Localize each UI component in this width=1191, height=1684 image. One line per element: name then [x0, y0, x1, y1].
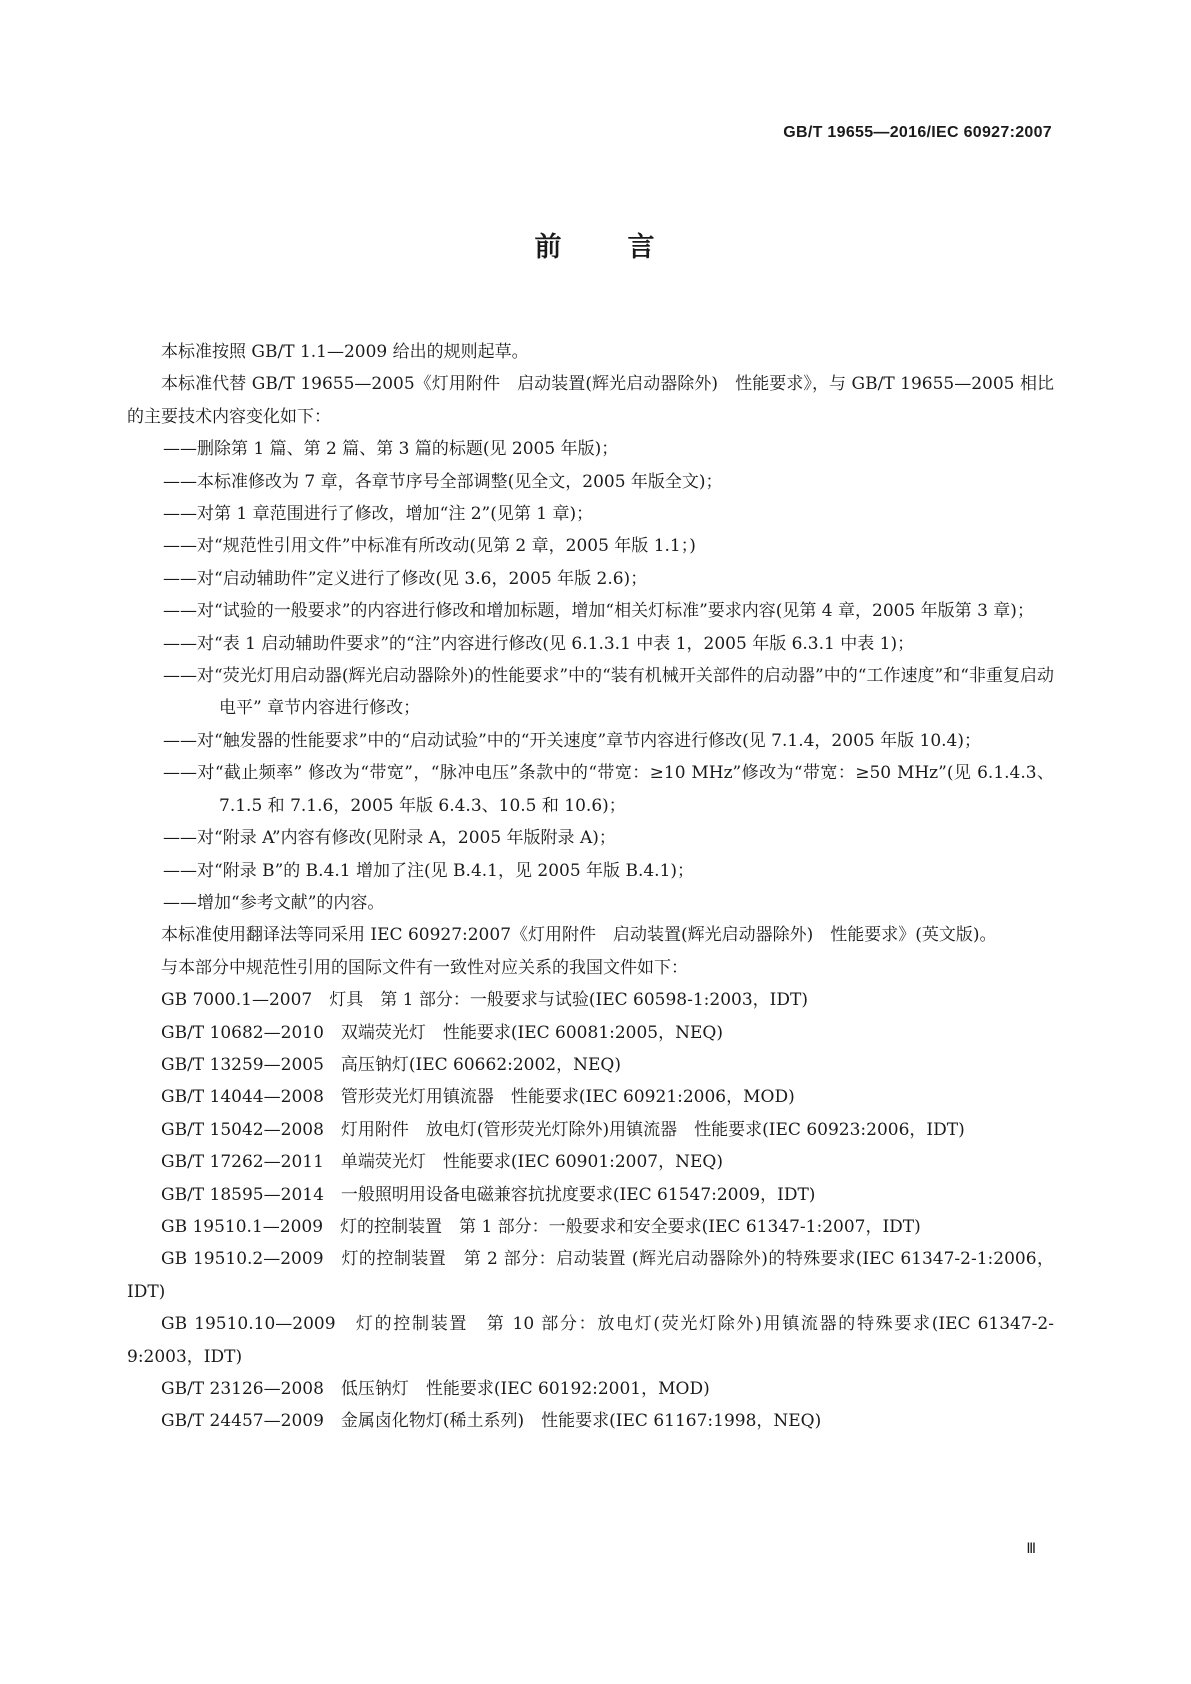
change-item: ——对“规范性引用文件”中标准有所改动(见第 2 章，2005 年版 1.1；): [163, 536, 696, 557]
change-item: ——增加“参考文献”的内容。: [163, 892, 385, 913]
refs-intro: 与本部分中规范性引用的国际文件有一致性对应关系的我国文件如下：: [161, 957, 688, 978]
reference-item: GB 7000.1—2007 灯具 第 1 部分：一般要求与试验(IEC 60598-1:2003，IDT): [161, 990, 808, 1011]
change-item: ——删除第 1 篇、第 2 篇、第 3 篇的标题(见 2005 年版)；: [163, 439, 619, 460]
change-item: ——对“附录 A”内容有修改(见附录 A，2005 年版附录 A)；: [163, 828, 616, 849]
page-number: Ⅲ: [1026, 1541, 1036, 1557]
foreword-body: [127, 336, 1054, 1438]
change-item: ——本标准修改为 7 章，各章节序号全部调整(见全文，2005 年版全文)；: [163, 471, 723, 492]
change-item: ——对“表 1 启动辅助件要求”的“注”内容进行修改(见 6.1.3.1 中表 1，2005 年版 6.3.1 中表 1)；: [163, 633, 915, 654]
change-item: ——对“触发器的性能要求”中的“启动试验”中的“开关速度”章节内容进行修改(见 7.1.4，2005 年版 10.4)；: [163, 730, 981, 751]
standard-number-header: GB/T 19655—2016/IEC 60927:2007: [783, 124, 1052, 141]
change-item: ——对“截止频率” 修改为“带宽”，“脉冲电压”条款中的“带宽：≥10 MHz”修改为“带宽：≥50 MHz”(见 6.1.4.3、7.1.5 和 7.1.6，2005 年版 6.4.3、10.5 和 10.6)；: [163, 763, 1054, 816]
page-title-left: 前: [534, 232, 564, 263]
change-item: ——对“附录 B”的 B.4.1 增加了注(见 B.4.1，见 2005 年版 B.4.1)；: [163, 860, 695, 881]
page-title-right: 言: [627, 232, 657, 263]
reference-item: GB/T 17262—2011 单端荧光灯 性能要求(IEC 60901:2007，NEQ): [161, 1152, 723, 1173]
change-item: ——对“试验的一般要求”的内容进行修改和增加标题，增加“相关灯标准”要求内容(见第 4 章，2005 年版第 3 章)；: [163, 601, 1034, 622]
page-title: [0, 225, 1191, 264]
translation-note: 本标准使用翻译法等同采用 IEC 60927:2007《灯用附件 启动装置(辉光启动器除外) 性能要求》(英文版)。: [161, 925, 997, 946]
change-item: ——对第 1 章范围进行了修改，增加“注 2”(见第 1 章)；: [163, 504, 594, 525]
reference-item: GB/T 13259—2005 高压钠灯(IEC 60662:2002，NEQ): [161, 1054, 621, 1075]
reference-item: GB 19510.1—2009 灯的控制装置 第 1 部分：一般要求和安全要求(IEC 61347-1:2007，IDT): [161, 1216, 921, 1237]
reference-item: GB/T 10682—2010 双端荧光灯 性能要求(IEC 60081:2005，NEQ): [161, 1022, 723, 1043]
change-item: ——对“荧光灯用启动器(辉光启动器除外)的性能要求”中的“装有机械开关部件的启动器”中的“工作速度”和“非重复启动电平” 章节内容进行修改；: [163, 666, 1054, 719]
reference-item: GB 19510.2—2009 灯的控制装置 第 2 部分：启动装置 (辉光启动器除外)的特殊要求(IEC 61347-2-1:2006，IDT): [127, 1249, 1054, 1302]
change-item: ——对“启动辅助件”定义进行了修改(见 3.6，2005 年版 2.6)；: [163, 568, 648, 589]
reference-item: GB/T 24457—2009 金属卤化物灯(稀土系列) 性能要求(IEC 61167:1998，NEQ): [161, 1411, 822, 1432]
reference-item: GB/T 15042—2008 灯用附件 放电灯(管形荧光灯除外)用镇流器 性能要求(IEC 60923:2006，IDT): [161, 1119, 965, 1140]
intro-paragraph: 本标准代替 GB/T 19655—2005《灯用附件 启动装置(辉光启动器除外) 性能要求》，与 GB/T 19655—2005 相比的主要技术内容变化如下：: [127, 374, 1054, 427]
reference-item: GB 19510.10—2009 灯的控制装置 第 10 部分：放电灯(荧光灯除外)用镇流器的特殊要求(IEC 61347-2-9:2003，IDT): [127, 1314, 1054, 1367]
reference-item: GB/T 18595—2014 一般照明用设备电磁兼容抗扰度要求(IEC 61547:2009，IDT): [161, 1184, 816, 1205]
reference-item: GB/T 14044—2008 管形荧光灯用镇流器 性能要求(IEC 60921:2006，MOD): [161, 1087, 795, 1108]
intro-paragraph: 本标准按照 GB/T 1.1—2009 给出的规则起草。: [161, 342, 529, 362]
reference-item: GB/T 23126—2008 低压钠灯 性能要求(IEC 60192:2001，MOD): [161, 1379, 710, 1399]
